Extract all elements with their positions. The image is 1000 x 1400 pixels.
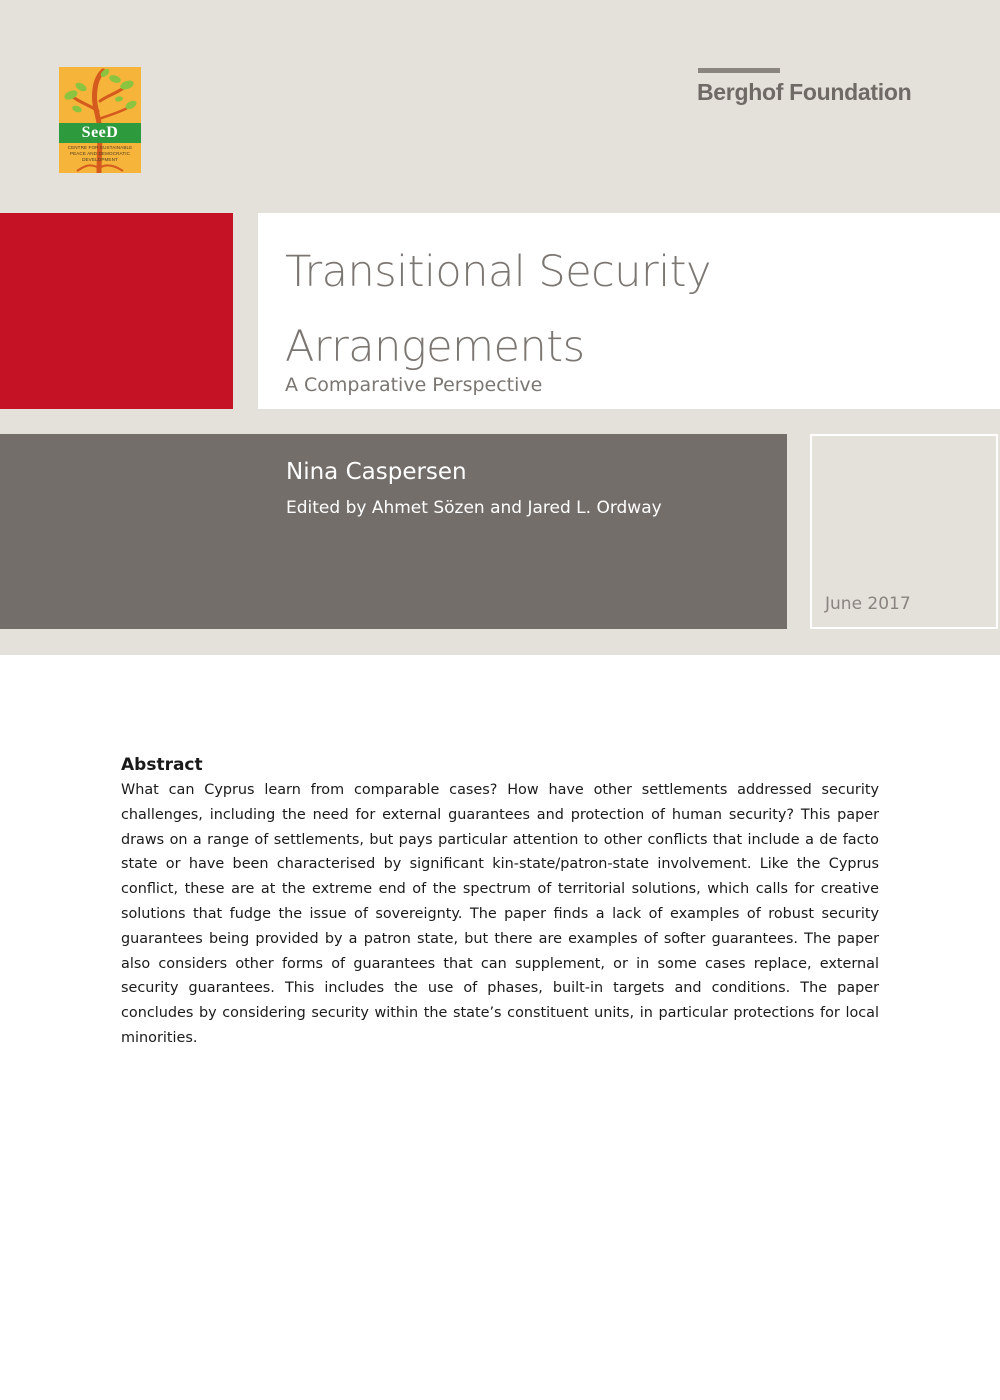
abstract-text: What can Cyprus learn from comparable cases? How have other settlements addressed security challenges, including the need for external guarantees and protection of human security? This paper draws on a range of settlements, but pays particular attention to other conflicts that include a de facto state or have been characterised by significant kin-state/patron-state involvement. Like the Cyprus conflict, these are at the extreme end of the spectrum of territorial solutions, which calls for creative solutions that fudge the issue of sovereignty. The paper finds a lack of examples of robust security guarantees being provided by a patron state, but there are examples of softer guarantees. The paper also considers other forms of guarantees that can supplement, or in some cases replace, external security guarantees. This includes the use of phases, built-in targets and conditions. The paper concludes by considering security within the state’s constituent units, in particular protections for local minorities.: [121, 782, 879, 1046]
red-accent-block: [0, 213, 233, 409]
berghof-logo-bar: [698, 68, 780, 73]
abstract-section: [121, 753, 879, 1051]
author-name: Nina Caspersen: [286, 459, 467, 485]
document-title: Transitional Security Arrangements: [285, 247, 711, 372]
seed-logo-tagline: CENTRE FOR SUSTAINABLE PEACE AND DEMOCRATIC DEVELOPMENT: [67, 145, 133, 162]
date-box: [810, 434, 998, 629]
author-band: [0, 434, 787, 629]
seed-logo-name: SeeD: [81, 124, 119, 141]
title-panel: [258, 213, 1000, 409]
abstract-heading: Abstract: [121, 755, 203, 775]
publication-date: June 2017: [825, 594, 911, 614]
berghof-logo: Berghof Foundation: [697, 79, 912, 105]
editors-line: Edited by Ahmet Sözen and Jared L. Ordway: [286, 498, 662, 518]
seed-logo: [59, 67, 141, 173]
document-subtitle: A Comparative Perspective: [285, 374, 543, 396]
